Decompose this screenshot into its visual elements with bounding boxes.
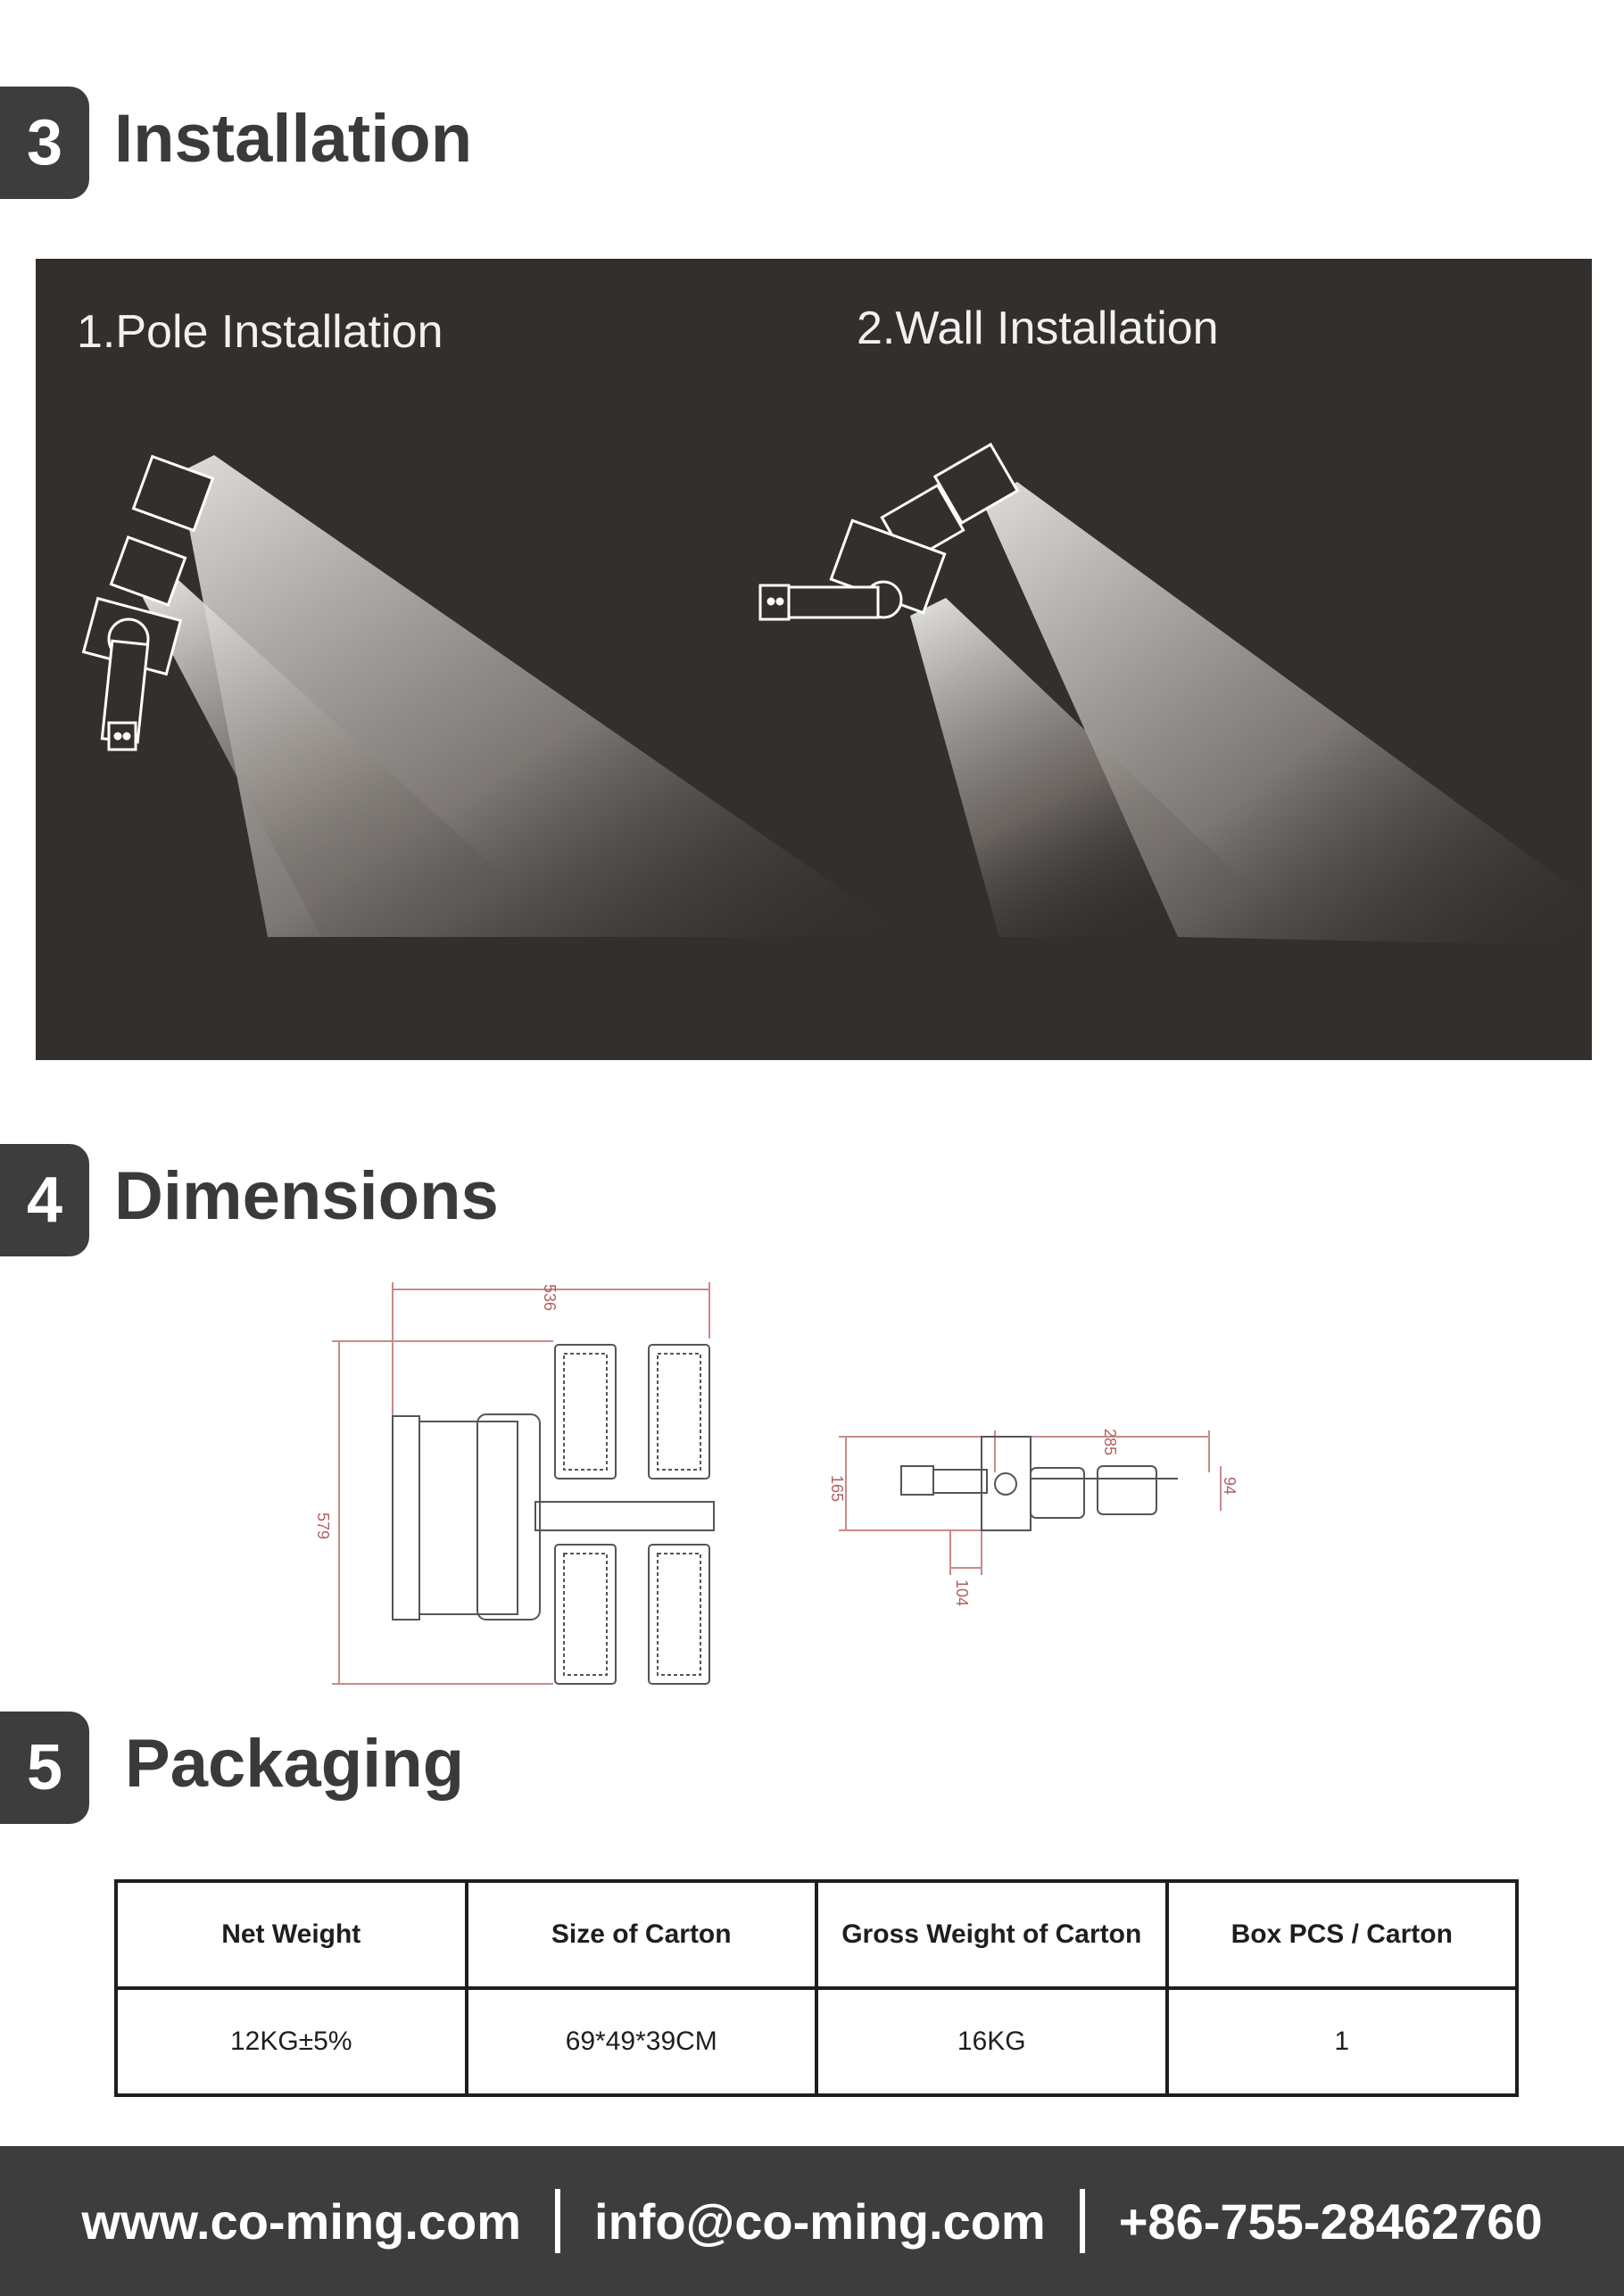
table-header-row [116, 1881, 1517, 1988]
packaging-table [114, 1879, 1519, 2097]
wall-installation-label: 2.Wall Installation [857, 303, 1219, 354]
section-title-dimensions: Dimensions [114, 1158, 499, 1234]
section-number-dimensions: 4 [0, 1144, 89, 1256]
side-length-value: 285 [1101, 1429, 1119, 1456]
side-bracket-value: 104 [953, 1579, 971, 1607]
footer-email-link[interactable]: info@co-ming.com [594, 2192, 1046, 2250]
value-size-of-carton: 69*49*39CM [467, 1988, 817, 2095]
footer-contact-bar [0, 2146, 1624, 2296]
header-gross-weight: Gross Weight of Carton [816, 1881, 1167, 1988]
wall-fixture-drawing [760, 444, 1017, 619]
value-net-weight: 12KG±5% [116, 1988, 467, 2095]
header-box-pcs: Box PCS / Carton [1167, 1881, 1518, 1988]
front-view-drawing [332, 1282, 714, 1684]
section-number-installation: 3 [0, 87, 89, 199]
installation-illustration [36, 259, 1592, 1060]
section-number-packaging: 5 [0, 1712, 89, 1824]
header-net-weight: Net Weight [116, 1881, 467, 1988]
dimensions-drawing [314, 1272, 1249, 1691]
front-width-value: 536 [541, 1284, 559, 1312]
footer-website-link[interactable]: www.co-ming.com [81, 2192, 522, 2250]
value-gross-weight: 16KG [816, 1988, 1167, 2095]
footer-divider [1080, 2189, 1085, 2253]
section-title-packaging: Packaging [125, 1726, 465, 1802]
front-height-value: 579 [314, 1513, 332, 1540]
side-height-value: 165 [828, 1475, 846, 1503]
value-box-pcs: 1 [1167, 1988, 1518, 2095]
header-size-of-carton: Size of Carton [467, 1881, 817, 1988]
pole-installation-label: 1.Pole Installation [77, 306, 443, 358]
side-view-drawing [839, 1430, 1221, 1575]
side-module-value: 94 [1221, 1477, 1239, 1496]
footer-phone-link[interactable]: +86-755-28462760 [1118, 2192, 1543, 2250]
section-title-installation: Installation [114, 101, 473, 177]
installation-panel [36, 259, 1592, 1060]
table-row [116, 1988, 1517, 2095]
footer-divider [555, 2189, 560, 2253]
